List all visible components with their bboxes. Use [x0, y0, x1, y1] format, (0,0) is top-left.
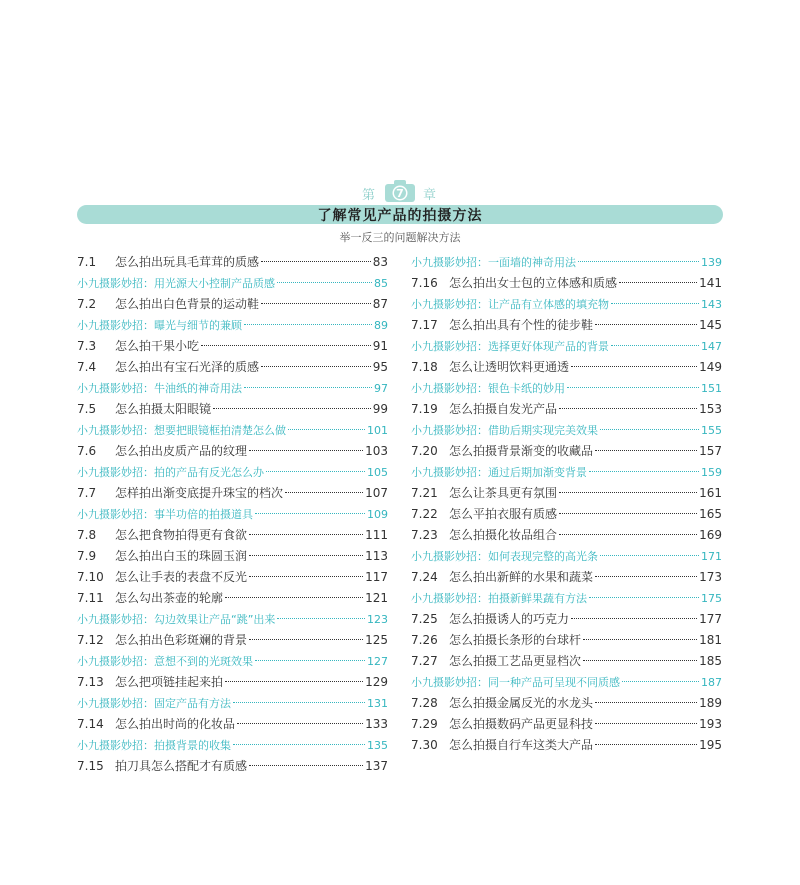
toc-page-number: 133	[365, 717, 388, 731]
dot-leader	[619, 281, 697, 283]
toc-page-number: 153	[699, 402, 722, 416]
toc-entry-label: 小九摄影妙招：借助后期实现完美效果	[411, 424, 598, 437]
dot-leader	[261, 365, 371, 367]
toc-entry-number: 7.26	[411, 633, 438, 647]
toc-page-number: 185	[699, 654, 722, 668]
toc-entry-label: 怎么拍摄自行车这类大产品	[449, 738, 594, 752]
toc-page-number: 137	[365, 759, 388, 773]
toc-tip-entry[interactable]	[411, 588, 722, 609]
toc-entry[interactable]	[77, 336, 388, 357]
toc-entry-label: 怎么让手表的表盘不反光	[115, 570, 248, 584]
toc-entry-number: 7.20	[411, 444, 438, 458]
toc-entry[interactable]	[411, 504, 722, 525]
toc-page-number: 129	[365, 675, 388, 689]
toc-tip-entry[interactable]	[411, 462, 722, 483]
toc-page-number: 99	[372, 402, 388, 416]
toc-entry[interactable]	[411, 714, 722, 735]
toc-entry-label: 怎么拍摄化妆品组合	[449, 528, 558, 542]
toc-page-number: 139	[701, 256, 722, 269]
toc-page-number: 145	[699, 318, 722, 332]
dot-leader	[583, 659, 697, 661]
dot-leader	[595, 575, 697, 577]
toc-entry-number: 7.13	[77, 675, 104, 689]
toc-entry[interactable]	[411, 441, 722, 462]
toc-entry-label: 怎样拍出渐变底提升珠宝的档次	[115, 486, 284, 500]
toc-page-number: 165	[699, 507, 722, 521]
toc-page-number: 91	[372, 339, 388, 353]
toc-entry[interactable]	[411, 609, 722, 630]
toc-entry-number: 7.10	[77, 570, 104, 584]
toc-entry-label: 小九摄影妙招：如何表现完整的高光条	[411, 550, 598, 563]
toc-page-number: 151	[701, 382, 722, 395]
toc-page-number: 125	[365, 633, 388, 647]
toc-column-left	[77, 252, 388, 777]
toc-entry[interactable]	[77, 672, 388, 693]
toc-entry[interactable]	[77, 252, 388, 273]
dot-leader	[595, 449, 697, 451]
toc-entry-label: 小九摄影妙招：事半功倍的拍摄道具	[77, 508, 253, 521]
toc-page-number: 97	[374, 382, 388, 395]
toc-entry-number: 7.22	[411, 507, 438, 521]
toc-page-number: 87	[372, 297, 388, 311]
toc-entry[interactable]	[411, 651, 722, 672]
dot-leader	[233, 743, 365, 745]
dot-leader	[255, 659, 365, 661]
dot-leader	[595, 743, 697, 745]
toc-entry-number: 7.18	[411, 360, 438, 374]
dot-leader	[249, 575, 363, 577]
dot-leader	[261, 302, 371, 304]
toc-entry-label: 小九摄影妙招：通过后期加渐变背景	[411, 466, 587, 479]
toc-entry[interactable]	[77, 588, 388, 609]
toc-entry-label: 怎么拍摄工艺品更显档次	[449, 654, 582, 668]
toc-entry[interactable]	[77, 357, 388, 378]
toc-entry-label: 怎么拍摄长条形的台球杆	[449, 633, 582, 647]
toc-page-number: 131	[367, 697, 388, 710]
toc-entry[interactable]	[77, 483, 388, 504]
toc-tip-entry[interactable]	[77, 420, 388, 441]
toc-entry-label: 怎么拍出具有个性的徒步鞋	[449, 318, 594, 332]
toc-page-number: 95	[372, 360, 388, 374]
toc-page-number: 177	[699, 612, 722, 626]
dot-leader	[571, 617, 697, 619]
toc-entry-number: 7.15	[77, 759, 104, 773]
toc-entry-number: 7.21	[411, 486, 438, 500]
toc-entry-label: 怎么拍出有宝石光泽的质感	[115, 360, 260, 374]
dot-leader	[249, 764, 363, 766]
toc-entry[interactable]	[411, 357, 722, 378]
toc-entry-label: 小九摄影妙招：意想不到的光斑效果	[77, 655, 253, 668]
toc-page-number: 175	[701, 592, 722, 605]
toc-page-number: 147	[701, 340, 722, 353]
dot-leader	[201, 344, 371, 346]
toc-entry-label: 怎么拍摄诱人的巧克力	[449, 612, 570, 626]
toc-entry-label: 怎么拍摄数码产品更显科技	[449, 717, 594, 731]
toc-tip-entry[interactable]	[77, 693, 388, 714]
camera-icon	[383, 179, 417, 207]
dot-leader	[249, 638, 363, 640]
dot-leader	[611, 302, 699, 304]
toc-page-number: 121	[365, 591, 388, 605]
toc-entry-label: 怎么拍出新鲜的水果和蔬菜	[449, 570, 594, 584]
toc-entry-number: 7.4	[77, 360, 97, 374]
dot-leader	[583, 638, 697, 640]
toc-entry-label: 小九摄影妙招：曝光与细节的兼顾	[77, 319, 242, 332]
toc-entry-number: 7.30	[411, 738, 438, 752]
toc-page-number: 105	[367, 466, 388, 479]
toc-entry-number: 7.28	[411, 696, 438, 710]
toc-entry[interactable]	[77, 399, 388, 420]
toc-entry-label: 怎么拍出白玉的珠圆玉润	[115, 549, 248, 563]
toc-entry-number: 7.1	[77, 255, 97, 269]
toc-entry-number: 7.12	[77, 633, 104, 647]
toc-page-number: 89	[374, 319, 388, 332]
toc-entry-label: 小九摄影妙招：牛油纸的神奇用法	[77, 382, 242, 395]
toc-entry-label: 怎么拍干果小吃	[115, 339, 200, 353]
toc-entry-label: 小九摄影妙招：固定产品有方法	[77, 697, 231, 710]
toc-entry-label: 小九摄影妙招：同一种产品可呈现不同质感	[411, 676, 620, 689]
toc-page-number: 171	[701, 550, 722, 563]
toc-page-number: 169	[699, 528, 722, 542]
toc-entry-label: 怎么让透明饮料更通透	[449, 360, 570, 374]
toc-entry-label: 怎么拍摄自发光产品	[449, 402, 558, 416]
toc-entry[interactable]	[411, 735, 722, 756]
dot-leader	[261, 260, 371, 262]
dot-leader	[244, 386, 372, 388]
dot-leader	[225, 680, 363, 682]
toc-entry-number: 7.5	[77, 402, 97, 416]
dot-leader	[277, 617, 365, 619]
toc-entry[interactable]	[411, 399, 722, 420]
toc-page-number: 181	[699, 633, 722, 647]
toc-entry-label: 怎么拍出皮质产品的纹理	[115, 444, 248, 458]
toc-page-number: 117	[365, 570, 388, 584]
dot-leader	[249, 449, 363, 451]
chapter-prefix: 第	[361, 187, 377, 203]
toc-tip-entry[interactable]	[411, 294, 722, 315]
toc-page-number: 109	[367, 508, 388, 521]
toc-column-right	[411, 252, 722, 756]
toc-page-number: 127	[367, 655, 388, 668]
toc-page-number: 161	[699, 486, 722, 500]
dot-leader	[233, 701, 365, 703]
toc-entry-label: 小九摄影妙招：拍的产品有反光怎么办	[77, 466, 264, 479]
dot-leader	[567, 386, 699, 388]
dot-leader	[288, 428, 365, 430]
toc-page-number: 111	[365, 528, 388, 542]
toc-entry-label: 小九摄影妙招：想要把眼镜框拍清楚怎么做	[77, 424, 286, 437]
dot-leader	[266, 470, 365, 472]
toc-entry-label: 怎么拍出白色背景的运动鞋	[115, 297, 260, 311]
toc-page-number: 195	[699, 738, 722, 752]
toc-entry[interactable]	[411, 567, 722, 588]
toc-entry-number: 7.27	[411, 654, 438, 668]
toc-entry-number: 7.16	[411, 276, 438, 290]
toc-entry-label: 怎么拍摄金属反光的水龙头	[449, 696, 594, 710]
dot-leader	[285, 491, 363, 493]
toc-entry-label: 怎么拍出色彩斑斓的背景	[115, 633, 248, 647]
toc-tip-entry[interactable]	[411, 252, 722, 273]
dot-leader	[255, 512, 365, 514]
dot-leader	[600, 554, 699, 556]
toc-entry-label: 拍刀具怎么搭配才有质感	[115, 759, 248, 773]
toc-entry[interactable]	[411, 525, 722, 546]
dot-leader	[213, 407, 371, 409]
toc-tip-entry[interactable]	[411, 672, 722, 693]
toc-tip-entry[interactable]	[77, 378, 388, 399]
toc-entry[interactable]	[77, 294, 388, 315]
toc-entry-label: 小九摄影妙招：用光源大小控制产品质感	[77, 277, 275, 290]
toc-page-number: 187	[701, 676, 722, 689]
toc-tip-entry[interactable]	[411, 336, 722, 357]
dot-leader	[559, 491, 697, 493]
toc-entry[interactable]	[411, 693, 722, 714]
toc-page-number: 101	[367, 424, 388, 437]
toc-entry-label: 小九摄影妙招：拍摄新鲜果蔬有方法	[411, 592, 587, 605]
chapter-subtitle: 举一反三的问题解决方法	[339, 231, 461, 244]
toc-entry-label: 小九摄影妙招：勾边效果让产品“跳”出来	[77, 613, 276, 626]
dot-leader	[595, 701, 697, 703]
toc-entry-number: 7.9	[77, 549, 97, 563]
toc-tip-entry[interactable]	[77, 462, 388, 483]
toc-page-number: 157	[699, 444, 722, 458]
toc-tip-entry[interactable]	[77, 273, 388, 294]
toc-entry-number: 7.2	[77, 297, 97, 311]
toc-entry-number: 7.24	[411, 570, 438, 584]
toc-entry-label: 怎么拍摄背景渐变的收藏品	[449, 444, 594, 458]
toc-tip-entry[interactable]	[411, 420, 722, 441]
dot-leader	[595, 323, 697, 325]
dot-leader	[600, 428, 699, 430]
toc-tip-entry[interactable]	[411, 546, 722, 567]
toc-entry-number: 7.29	[411, 717, 438, 731]
toc-tip-entry[interactable]	[77, 651, 388, 672]
toc-tip-entry[interactable]	[77, 609, 388, 630]
chapter-title-bar	[77, 205, 723, 224]
toc-page-number: 141	[699, 276, 722, 290]
toc-page-number: 143	[701, 298, 722, 311]
dot-leader	[249, 533, 363, 535]
dot-leader	[559, 533, 697, 535]
dot-leader	[277, 281, 372, 283]
toc-entry-label: 怎么把项链挂起来拍	[115, 675, 224, 689]
toc-page-number: 83	[372, 255, 388, 269]
toc-entry[interactable]	[77, 567, 388, 588]
toc-tip-entry[interactable]	[411, 378, 722, 399]
toc-entry-label: 小九摄影妙招：银色卡纸的妙用	[411, 382, 565, 395]
dot-leader	[589, 470, 699, 472]
toc-page-number: 107	[365, 486, 388, 500]
toc-entry-label: 怎么让茶具更有氛围	[449, 486, 558, 500]
toc-entry[interactable]	[411, 483, 722, 504]
dot-leader	[559, 407, 697, 409]
toc-entry-label: 小九摄影妙招：选择更好体现产品的背景	[411, 340, 609, 353]
chapter-title: 了解常见产品的拍摄方法	[317, 207, 483, 224]
toc-entry[interactable]	[77, 546, 388, 567]
toc-entry-label: 小九摄影妙招：让产品有立体感的填充物	[411, 298, 609, 311]
toc-entry-number: 7.17	[411, 318, 438, 332]
toc-entry-label: 怎么拍出时尚的化妆品	[115, 717, 236, 731]
toc-page-number: 155	[701, 424, 722, 437]
dot-leader	[611, 344, 699, 346]
toc-page-number: 113	[365, 549, 388, 563]
toc-entry-number: 7.19	[411, 402, 438, 416]
chapter-suffix: 章	[423, 187, 439, 203]
dot-leader	[249, 554, 363, 556]
dot-leader	[589, 596, 699, 598]
toc-entry-number: 7.7	[77, 486, 97, 500]
toc-entry[interactable]	[77, 441, 388, 462]
dot-leader	[244, 323, 372, 325]
dot-leader	[225, 596, 363, 598]
toc-entry-number: 7.8	[77, 528, 97, 542]
toc-entry-label: 小九摄影妙招：拍摄背景的收集	[77, 739, 231, 752]
toc-page-number: 123	[367, 613, 388, 626]
dot-leader	[595, 722, 697, 724]
toc-page-number: 193	[699, 717, 722, 731]
toc-entry[interactable]	[77, 756, 388, 777]
toc-entry-label: 怎么勾出茶壶的轮廓	[115, 591, 224, 605]
chapter-number: 7	[396, 187, 404, 200]
toc-tip-entry[interactable]	[77, 735, 388, 756]
toc-tip-entry[interactable]	[77, 315, 388, 336]
toc-entry-number: 7.23	[411, 528, 438, 542]
toc-page-number: 135	[367, 739, 388, 752]
toc-page-number: 159	[701, 466, 722, 479]
dot-leader	[559, 512, 697, 514]
toc-page-number: 85	[374, 277, 388, 290]
toc-page-number: 189	[699, 696, 722, 710]
toc-entry[interactable]	[77, 525, 388, 546]
toc-entry-number: 7.14	[77, 717, 104, 731]
dot-leader	[578, 260, 699, 262]
toc-entry-label: 怎么把食物拍得更有食欲	[115, 528, 248, 542]
toc-entry-label: 怎么平拍衣服有质感	[449, 507, 558, 521]
toc-entry[interactable]	[411, 273, 722, 294]
toc-entry-number: 7.11	[77, 591, 104, 605]
toc-entry-label: 怎么拍出女士包的立体感和质感	[449, 276, 618, 290]
toc-entry[interactable]	[77, 714, 388, 735]
toc-page-number: 103	[365, 444, 388, 458]
chapter-heading	[0, 181, 800, 205]
dot-leader	[622, 680, 699, 682]
toc-entry[interactable]	[77, 630, 388, 651]
toc-entry-number: 7.25	[411, 612, 438, 626]
toc-page-number: 149	[699, 360, 722, 374]
toc-entry-label: 小九摄影妙招：一面墙的神奇用法	[411, 256, 576, 269]
toc-tip-entry[interactable]	[77, 504, 388, 525]
dot-leader	[237, 722, 363, 724]
toc-entry-label: 怎么拍出玩具毛茸茸的质感	[115, 255, 260, 269]
toc-entry-label: 怎么拍摄太阳眼镜	[115, 402, 212, 416]
toc-entry[interactable]	[411, 315, 722, 336]
dot-leader	[571, 365, 697, 367]
toc-page-number: 173	[699, 570, 722, 584]
toc-entry-number: 7.3	[77, 339, 97, 353]
toc-entry[interactable]	[411, 630, 722, 651]
toc-entry-number: 7.6	[77, 444, 97, 458]
